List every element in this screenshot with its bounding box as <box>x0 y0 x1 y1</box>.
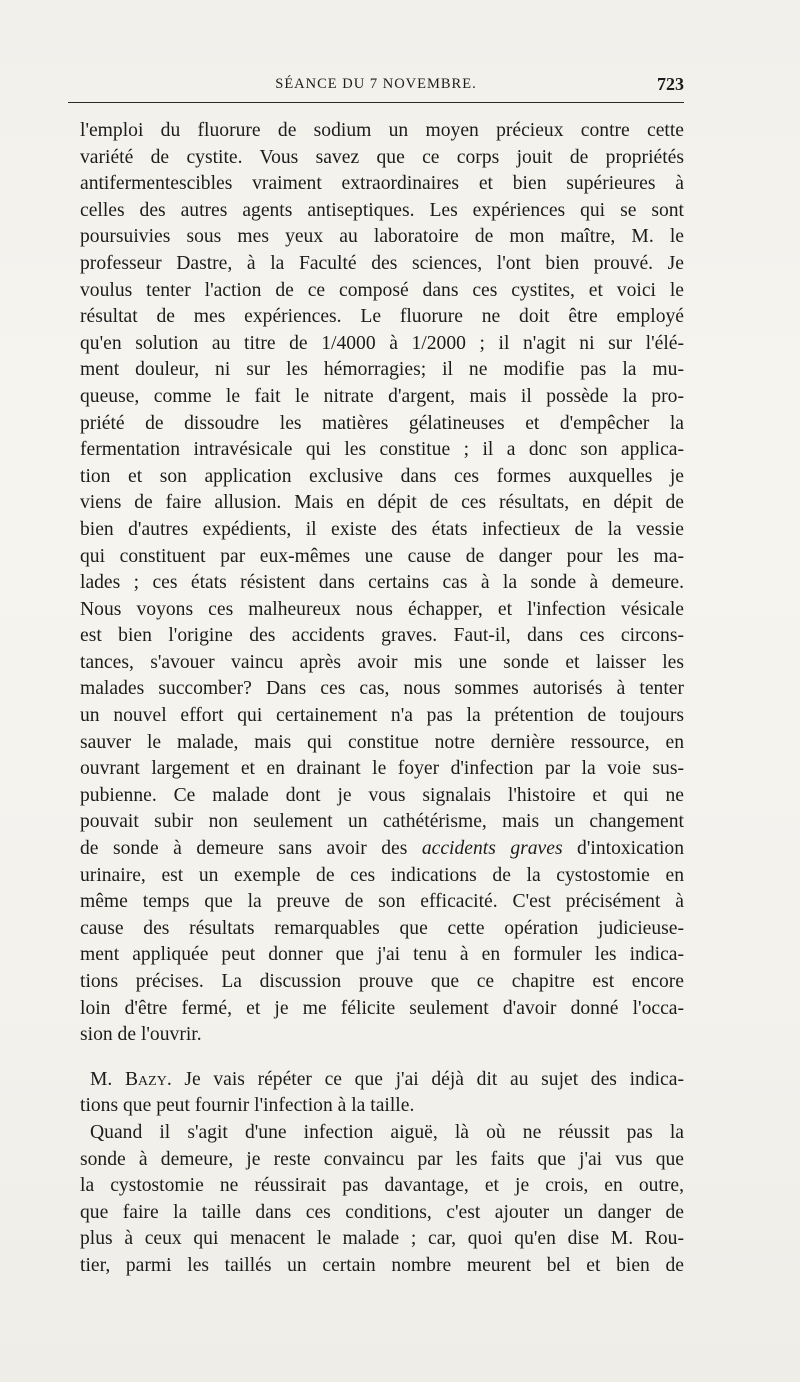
text-line: pubienne. Ce malade dont je vous signalais l'histoire et qui ne <box>80 784 684 806</box>
paragraph-2 <box>80 1067 684 1120</box>
text-line: loin d'être fermé, et je me félicite seulement d'avoir donné l'occa- <box>80 997 684 1019</box>
text-line: viens de faire allusion. Mais en dépit de ces résultats, en dépit de <box>80 492 684 514</box>
body-text <box>80 118 684 1280</box>
text-line: ment douleur, ni sur les hémorragies; il ne modifie pas la mu- <box>80 359 684 381</box>
text-line: l'emploi du fluorure de sodium un moyen précieux contre cette <box>80 120 684 141</box>
text-line: celles des autres agents antiseptiques. Les expériences qui se sont <box>80 199 684 221</box>
text-line: poursuivies sous mes yeux au laboratoire de mon maître, M. le <box>80 226 684 248</box>
text-line: malades succomber? Dans ces cas, nous sommes autorisés à tenter <box>80 678 684 700</box>
line-text-after: d'intoxication <box>562 838 684 860</box>
header-title: SÉANCE DU 7 NOVEMBRE. <box>275 76 477 92</box>
text-line: que faire la taille dans ces conditions, c'est ajouter un danger de <box>80 1201 684 1223</box>
page-number: 723 <box>657 74 684 94</box>
text-line: qu'en solution au titre de 1/4000 à 1/2000 ; il n'agit ni sur l'élé- <box>80 332 684 354</box>
speaker-line <box>80 1067 684 1094</box>
text-line: queuse, comme le fait le nitrate d'argent, mais il possède la pro- <box>80 385 684 407</box>
text-line-with-emphasis <box>80 836 684 863</box>
text-line: est bien l'origine des accidents graves. Faut-il, dans ces circons- <box>80 625 684 647</box>
header-rule <box>68 102 684 103</box>
text-line: ment appliquée peut donner que j'ai tenu à en formuler les indica- <box>80 944 684 966</box>
text-line: voulus tenter l'action de ce composé dans ces cystites, et voici le <box>80 279 684 301</box>
text-line: tances, s'avouer vaincu après avoir mis une sonde et laisser les <box>80 651 684 673</box>
paragraph-3 <box>80 1120 684 1280</box>
text-line: sion de l'ouvrir. <box>80 1024 202 1046</box>
text-line: plus à ceux qui menacent le malade ; car, quoi qu'en dise M. Rou- <box>80 1228 684 1250</box>
line-text-before: de sonde à demeure sans avoir des <box>80 838 422 860</box>
text-line: même temps que la preuve de son efficacité. C'est précisément à <box>80 891 684 913</box>
text-line: tier, parmi les taillés un certain nombre meurent bel et bien de <box>80 1254 684 1276</box>
text-line: la cystostomie ne réussirait pas davantage, et je crois, en outre, <box>80 1175 684 1197</box>
text-line: sauver le malade, mais qui constitue notre dernière ressource, en <box>80 731 684 753</box>
text-line: variété de cystite. Vous savez que ce corps jouit de propriétés <box>80 146 684 168</box>
speaker-prefix: M. <box>90 1068 125 1090</box>
text-line: bien d'autres expédients, il existe des états infectieux de la vessie <box>80 518 684 540</box>
text-line: priété de dissoudre les matières gélatineuses et d'empêcher la <box>80 412 684 434</box>
text-line: antifermentescibles vraiment extraordinaires et bien supérieures à <box>80 173 684 195</box>
text-line: professeur Dastre, à la Faculté des sciences, l'ont bien prouvé. Je <box>80 252 684 274</box>
text-line: Nous voyons ces malheureux nous échapper, et l'infection vésicale <box>80 598 684 620</box>
speaker-line-rest: . Je vais répéter ce que j'ai déjà dit au sujet des indica- <box>166 1068 684 1090</box>
text-line: urinaire, est un exemple de ces indications de la cystostomie en <box>80 864 684 886</box>
text-line: résultat de mes expériences. Le fluorure ne doit être employé <box>80 306 684 328</box>
text-line: tion et son application exclusive dans ces formes auxquelles je <box>80 465 684 487</box>
paragraph-spacer <box>80 1049 684 1067</box>
text-line: ouvrant largement et en drainant le foyer d'infection par la voie sus- <box>80 758 684 780</box>
text-line: un nouvel effort qui certainement n'a pas la prétention de toujours <box>80 705 684 727</box>
text-line: fermentation intravésicale qui les constitue ; il a donc son applica- <box>80 439 684 461</box>
paragraph-1 <box>80 118 684 1049</box>
text-line: Quand il s'agit d'une infection aiguë, là où ne réussit pas la <box>90 1121 684 1143</box>
text-line: cause des résultats remarquables que cette opération judicieuse- <box>80 917 684 939</box>
text-line: sonde à demeure, je reste convaincu par les faits que j'ai vus que <box>80 1148 684 1170</box>
running-header <box>68 76 684 104</box>
text-line: tions précises. La discussion prouve que ce chapitre est encore <box>80 971 684 992</box>
text-line: pouvait subir non seulement un cathétérisme, mais un changement <box>80 811 684 833</box>
text-line: qui constituent par eux-mêmes une cause de danger pour les ma- <box>80 545 684 567</box>
emphasis-text: accidents graves <box>421 838 563 860</box>
text-line: lades ; ces états résistent dans certains cas à la sonde à demeure. <box>80 572 684 594</box>
speaker-name: Bazy <box>124 1068 167 1090</box>
text-line: tions que peut fournir l'infection à la taille. <box>80 1095 415 1117</box>
